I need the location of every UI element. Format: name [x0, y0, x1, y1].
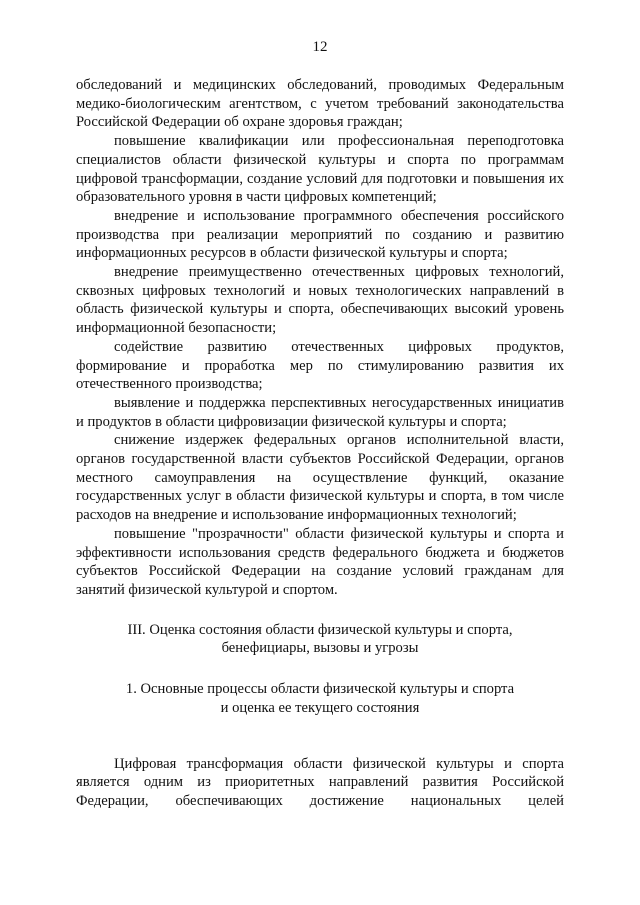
paragraph-continuation: обследований и медицинских обследований, проводимых Федеральным медико-биологическим агентством, с учетом требований законодательства Российской Федерации об охране здоровья граждан;	[76, 77, 564, 131]
list-item: снижение издержек федеральных органов исполнительной власти, органов государственной власти субъектов Российской Федерации, органов местного самоуправления на осуществление функций, оказание государственных услуг в области физической культуры и спорта, в том числе расходов на внедрение и использование информационных технологий;	[76, 432, 564, 524]
subsection-heading-line: 1. Основные процессы области физической культуры и спорта	[125, 681, 515, 698]
list-item: внедрение преимущественно отечественных цифровых технологий, сквозных цифровых технологий и новых технологических направлений в область физической культуры и спорта, обеспечивающих высокий уровень информационной безопасности;	[76, 264, 564, 337]
page-number: 12	[312, 39, 328, 55]
section-heading-line: бенефициары, вызовы и угрозы	[221, 640, 419, 657]
list-item: повышение "прозрачности" области физической культуры и спорта и эффективности использования средств федерального бюджета и бюджетов субъектов Российской Федерации на создание условий гражданам для занятий физической культурой и спортом.	[76, 525, 564, 598]
section-heading-line: III. Оценка состояния области физической культуры и спорта,	[127, 621, 513, 638]
list-item: выявление и поддержка перспективных негосударственных инициатив и продуктов в области цифровизации физической культуры и спорта;	[76, 394, 564, 430]
body-paragraph-line: Российской Федерации, обеспечивающих достижение национальных целей	[76, 774, 564, 809]
body-paragraph-line: Цифровая трансформация области физической культуры и спорта	[114, 755, 564, 772]
body-paragraph-line: является одним из приоритетных направлений развития	[76, 774, 478, 791]
list-item: содействие развитию отечественных цифровых продуктов, формирование и проработка мер по стимулированию развития их отечественного производства;	[76, 338, 564, 393]
subsection-heading-line: и оценка ее текущего состояния	[220, 699, 420, 716]
section-heading	[76, 621, 564, 658]
document-body	[76, 76, 564, 811]
list-item: повышение квалификации или профессиональная переподготовка специалистов области физической культуры и спорта по программам цифровой трансформации, создание условий для подготовки и повышения их образовательного уровня в части цифровых компетенций;	[76, 133, 564, 206]
subsection-heading	[76, 680, 564, 717]
list-item: внедрение и использование программного обеспечения российского производства при реализации мероприятий по созданию и развитию информационных ресурсов в области физической культуры и спорта;	[76, 207, 564, 262]
body-paragraph	[76, 755, 564, 811]
